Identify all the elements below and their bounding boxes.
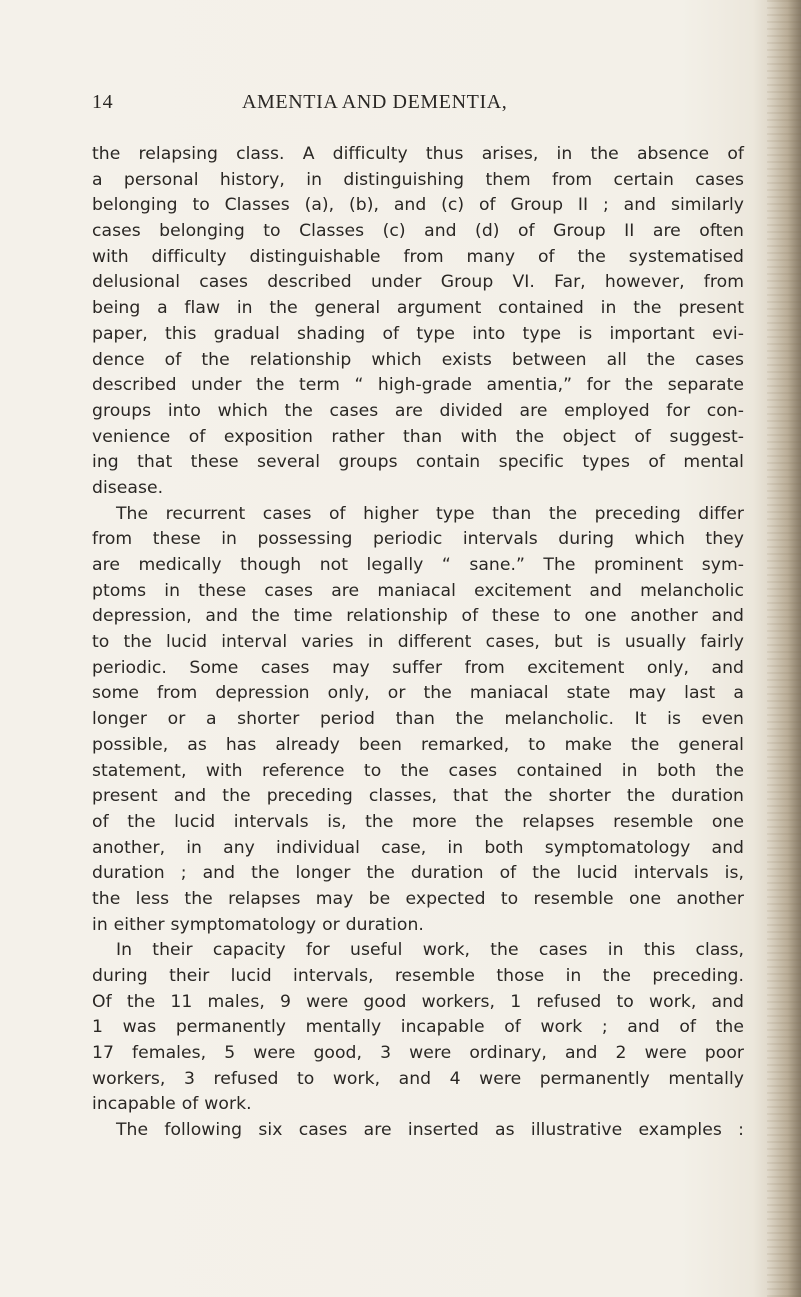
page-number: 14 xyxy=(92,91,114,113)
text-line: being a flaw in the general argument contained in the present xyxy=(92,298,744,319)
text-line: In their capacity for useful work, the cases in this class, xyxy=(116,940,744,961)
body-text xyxy=(92,142,744,1144)
text-line: longer or a shorter period than the melancholic. It is even xyxy=(92,709,744,730)
text-line: a personal history, in distinguishing them from certain cases xyxy=(92,169,744,190)
text-line: during their lucid intervals, resemble those in the preceding. xyxy=(92,966,744,986)
text-line: the less the relapses may be expected to resemble one another xyxy=(92,888,744,909)
text-line: with difficulty distinguishable from many of the systematised xyxy=(92,246,744,267)
text-line: groups into which the cases are divided are employed for con- xyxy=(92,400,744,421)
text-line: incapable of work. xyxy=(92,1094,252,1115)
text-line: ptoms in these cases are maniacal excitement and melancholic xyxy=(92,580,744,601)
text-line: The following six cases are inserted as illustrative examples : xyxy=(116,1120,744,1141)
text-line: venience of exposition rather than with the object of suggest- xyxy=(92,426,744,447)
text-line: depression, and the time relationship of these to one another and xyxy=(92,606,744,627)
text-line: dence of the relationship which exists between all the cases xyxy=(92,349,744,370)
text-line: workers, 3 refused to work, and 4 were permanently mentally xyxy=(92,1068,744,1089)
text-line: of the lucid intervals is, the more the relapses resemble one xyxy=(92,811,744,832)
running-head: AMENTIA AND DEMENTIA, xyxy=(242,91,508,113)
paragraph-1 xyxy=(92,142,744,502)
text-line: The recurrent cases of higher type than the preceding differ xyxy=(116,503,744,524)
text-line: present and the preceding classes, that the shorter the duration xyxy=(92,786,744,807)
paragraph-3 xyxy=(92,938,744,1118)
text-line: are medically though not legally “ sane.” The prominent sym- xyxy=(92,555,744,575)
text-line: periodic. Some cases may suffer from excitement only, and xyxy=(92,657,744,678)
text-line: some from depression only, or the maniacal state may last a xyxy=(92,683,744,704)
text-line: to the lucid interval varies in different cases, but is usually fairly xyxy=(92,632,744,653)
text-line: described under the term “ high-grade amentia,” for the separate xyxy=(92,375,744,396)
text-line: 17 females, 5 were good, 3 were ordinary, and 2 were poor xyxy=(92,1043,744,1064)
text-line: belonging to Classes (a), (b), and (c) of Group II ; and similarly xyxy=(92,195,744,216)
paragraph-4 xyxy=(92,1118,744,1144)
text-line: 1 was permanently mentally incapable of work ; and of the xyxy=(92,1017,744,1038)
text-line: duration ; and the longer the duration of the lucid intervals is, xyxy=(92,863,744,884)
text-line: paper, this gradual shading of type into type is important evi- xyxy=(92,323,744,344)
text-line: from these in possessing periodic intervals during which they xyxy=(92,529,744,550)
text-line: statement, with reference to the cases contained in both the xyxy=(92,760,744,781)
text-line: possible, as has already been remarked, to make the general xyxy=(92,734,744,755)
text-line: another, in any individual case, in both symptomatology and xyxy=(92,837,744,858)
page-header xyxy=(92,91,742,121)
text-line: ing that these several groups contain specific types of mental xyxy=(92,452,744,473)
page-binding-shadow xyxy=(767,0,801,1297)
paragraph-2 xyxy=(92,502,744,939)
text-line: in either symptomatology or duration. xyxy=(92,914,424,935)
text-line: delusional cases described under Group VI. Far, however, from xyxy=(92,272,744,293)
text-line: the relapsing class. A difficulty thus arises, in the absence of xyxy=(92,144,744,164)
text-line: Of the 11 males, 9 were good workers, 1 refused to work, and xyxy=(92,991,744,1012)
text-line: cases belonging to Classes (c) and (d) of Group II are often xyxy=(92,221,744,242)
text-line: disease. xyxy=(92,477,164,498)
